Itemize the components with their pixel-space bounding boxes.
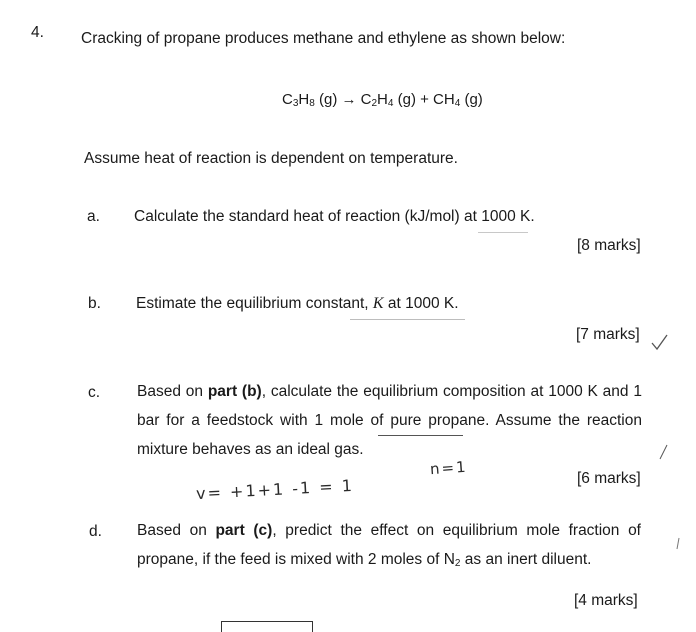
part-b-label: b. xyxy=(88,295,101,312)
margin-stroke-icon xyxy=(657,443,669,461)
part-a-marks: [8 marks] xyxy=(577,237,641,254)
reaction-equation: $C_3H_8$ $(g) \to C_2H_4$ $(g) + CH_4$ (g) xyxy=(282,91,483,109)
tick-mark-icon xyxy=(650,333,670,353)
question-number: 4. xyxy=(31,24,44,41)
part-c-marks: [6 marks] xyxy=(577,470,641,487)
handwritten-v-note: v= +1+1 -1 = 1 xyxy=(195,475,355,504)
part-c-label: c. xyxy=(88,384,101,401)
margin-stroke-icon xyxy=(674,537,682,551)
part-b-text: Estimate the equilibrium constant, K at 1000 K. xyxy=(136,295,459,312)
part-d-label: d. xyxy=(89,523,102,540)
part-d-text: Based on part (c), predict the effect on equilibrium mole fraction of propane, if the feed is mixed with 2 moles of $N_2$ as an inert diluent. xyxy=(137,522,641,569)
pencil-underline xyxy=(478,232,528,233)
part-c-text: Based on part (b), calculate the equilibrium composition at 1000 K and 1 bar for a feedstock with 1 mole of pure propane. Assume the reaction mixture behaves as an ideal gas. xyxy=(137,383,642,458)
answer-box-edge xyxy=(221,621,313,632)
pencil-underline xyxy=(378,435,463,436)
part-a-label: a. xyxy=(87,208,100,225)
part-b-marks: [7 marks] xyxy=(576,326,640,343)
question-intro: Cracking of propane produces methane and ethylene as shown below: xyxy=(81,30,566,47)
part-d-marks: [4 marks] xyxy=(574,592,638,609)
pencil-underline xyxy=(350,319,465,320)
assumption-text: Assume heat of reaction is dependent on temperature. xyxy=(84,150,458,167)
part-a-text: Calculate the standard heat of reaction (kJ/mol) at 1000 K. xyxy=(134,208,535,225)
handwritten-n-note: n=1 xyxy=(429,457,469,479)
